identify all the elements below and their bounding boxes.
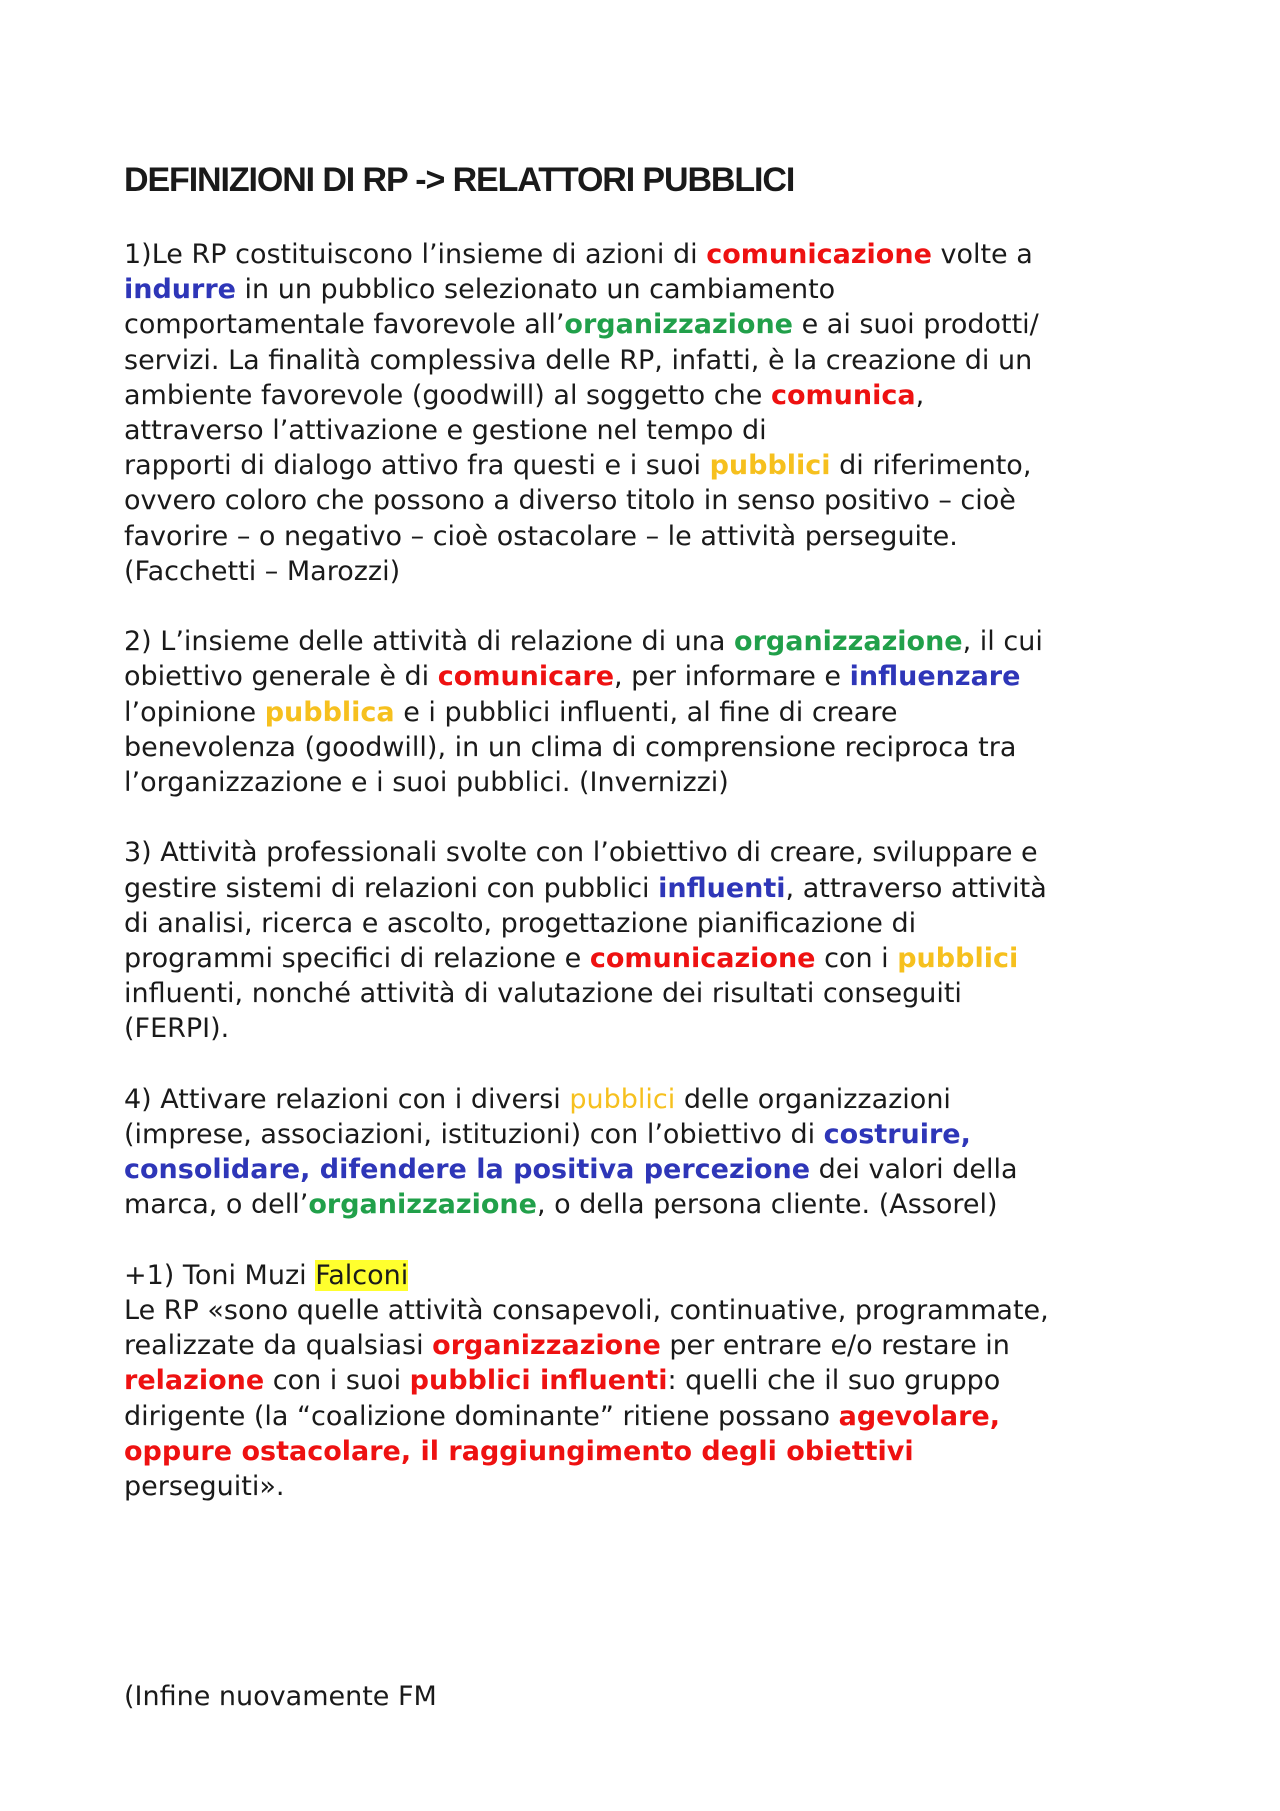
text-line: di analisi, ricerca e ascolto, progettazione pianificazione di	[124, 907, 917, 939]
definition-5	[124, 1258, 1204, 1504]
text-run: dei valori della	[810, 1154, 1018, 1186]
text-run: ambiente favorevole (goodwill) al soggetto che	[124, 379, 771, 411]
keyword-yellow: pubblici	[897, 943, 1019, 975]
keyword-red: comunica	[770, 379, 916, 411]
keyword-blue: costruire,	[823, 1119, 971, 1151]
keyword-blue: influenti	[658, 872, 786, 904]
text-line: favorire – o negativo – cioè ostacolare – le attività perseguite.	[124, 520, 958, 552]
text-line	[124, 1117, 1204, 1152]
text-run: 1)Le RP costituiscono l’insieme di azioni di	[124, 239, 707, 270]
text-line: influenti, nonché attività di valutazione dei risultati conseguiti	[124, 978, 962, 1010]
text-line	[124, 448, 1204, 483]
highlighted-name: Falconi	[315, 1259, 409, 1291]
text-run: ,	[915, 379, 925, 411]
text-line: Le RP «sono quelle attività consapevoli, continuative, programmate,	[124, 1295, 1049, 1327]
citation	[124, 1187, 1204, 1222]
text-run: delle organizzazioni	[675, 1083, 951, 1115]
text-line	[124, 1363, 1204, 1398]
text-run: di riferimento,	[830, 450, 1032, 482]
text-line	[124, 624, 1204, 659]
keyword-yellow: pubblica	[264, 696, 395, 728]
citation: (FERPI).	[124, 1013, 230, 1045]
text-run: e ai suoi prodotti/	[793, 309, 1039, 341]
keyword-green: organizzazione	[734, 626, 963, 658]
text-run: l’opinione	[124, 696, 265, 728]
text-run: rapporti di dialogo attivo fra questi e i suoi	[124, 450, 710, 482]
text-run: per entrare e/o restare in	[660, 1330, 1010, 1362]
definition-3	[124, 835, 1204, 1046]
definition-1	[124, 237, 1204, 589]
text-run: , per informare e	[614, 661, 850, 693]
text-run: programmi specifici di relazione e	[124, 943, 590, 975]
text-run: con i suoi	[264, 1365, 410, 1397]
keyword-red: pubblici influenti	[409, 1365, 668, 1397]
keyword-red: comunicare	[437, 661, 615, 693]
page-title: DEFINIZIONI DI RP -> RELATTORI PUBBLICI	[124, 161, 795, 199]
text-run: 2) L’insieme delle attività di relazione di una	[124, 626, 735, 658]
keyword-red: comunicazione	[706, 239, 932, 270]
keyword-red: relazione	[124, 1365, 265, 1397]
text-line	[124, 272, 1204, 307]
footer-note: (Infine nuovamente FM	[124, 1681, 437, 1713]
text-line	[124, 307, 1204, 342]
text-run: : quelli che il suo gruppo	[667, 1365, 1001, 1397]
text-run: , o della persona cliente. (Assorel)	[536, 1189, 998, 1221]
text-line	[124, 871, 1204, 906]
keyword-blue: influenzare	[849, 661, 1021, 693]
author-line	[124, 1258, 1204, 1293]
keyword-red-line: oppure ostacolare, il raggiungimento degli obiettivi	[124, 1435, 914, 1467]
text-line	[124, 1082, 1204, 1117]
keyword-blue: consolidare, difendere la positiva percezione	[124, 1154, 811, 1186]
text-line	[124, 378, 1204, 413]
text-run: in un pubblico selezionato un cambiamento	[235, 274, 836, 306]
keyword-yellow: pubblici	[709, 450, 831, 482]
keyword-red: agevolare,	[838, 1400, 1000, 1432]
text-run: (imprese, associazioni, istituzioni) con l’obiettivo di	[124, 1119, 824, 1151]
text-run: comportamentale favorevole all’	[124, 309, 565, 341]
keyword-blue: indurre	[124, 274, 236, 306]
text-line	[124, 237, 1204, 272]
text-run: +1) Toni Muzi	[124, 1259, 316, 1291]
text-run: , attraverso attività	[785, 872, 1047, 904]
text-run: 4) Attivare relazioni con i diversi	[124, 1083, 570, 1115]
citation: (Facchetti – Marozzi)	[124, 555, 401, 587]
text-run: gestire sistemi di relazioni con pubblici	[124, 872, 659, 904]
keyword-green: organizzazione	[308, 1189, 537, 1221]
text-line: perseguiti».	[124, 1471, 285, 1503]
keyword-red: comunicazione	[589, 943, 816, 975]
text-run: marca, o dell’	[124, 1189, 309, 1221]
text-line: attraverso l’attivazione e gestione nel tempo di	[124, 415, 767, 447]
text-line	[124, 941, 1204, 976]
paragraph-gap	[124, 1223, 1204, 1258]
text-line	[124, 1328, 1204, 1363]
definition-4	[124, 1082, 1204, 1223]
text-line	[124, 1399, 1204, 1434]
paragraph-gap	[124, 589, 1204, 624]
text-run: e i pubblici influenti, al fine di creare	[394, 696, 898, 728]
text-run: con i	[815, 943, 898, 975]
citation: l’organizzazione e i suoi pubblici. (Invernizzi)	[124, 767, 729, 799]
text-run: dirigente (la “coalizione dominante” ritiene possano	[124, 1400, 839, 1432]
text-line	[124, 659, 1204, 694]
keyword-red: organizzazione	[432, 1330, 661, 1362]
text-line	[124, 1152, 1204, 1187]
text-line: servizi. La finalità complessiva delle RP, infatti, è la creazione di un	[124, 344, 1033, 376]
keyword-green: organizzazione	[564, 309, 793, 341]
paragraph-gap	[124, 800, 1204, 835]
text-line	[124, 695, 1204, 730]
keyword-yellow: pubblici	[569, 1083, 676, 1115]
text-line: ovvero coloro che possono a diverso titolo in senso positivo – cioè	[124, 485, 1016, 517]
text-line: 3) Attività professionali svolte con l’obiettivo di creare, sviluppare e	[124, 837, 1038, 869]
text-run: realizzate da qualsiasi	[124, 1330, 433, 1362]
text-run: obiettivo generale è di	[124, 661, 438, 693]
text-run: , il cui	[962, 626, 1043, 658]
definition-2	[124, 624, 1204, 800]
document-body	[124, 237, 1204, 1714]
section-gap	[124, 1504, 1204, 1679]
text-line: benevolenza (goodwill), in un clima di comprensione reciproca tra	[124, 731, 1017, 763]
paragraph-gap	[124, 1047, 1204, 1082]
text-run: volte a	[931, 239, 1033, 270]
